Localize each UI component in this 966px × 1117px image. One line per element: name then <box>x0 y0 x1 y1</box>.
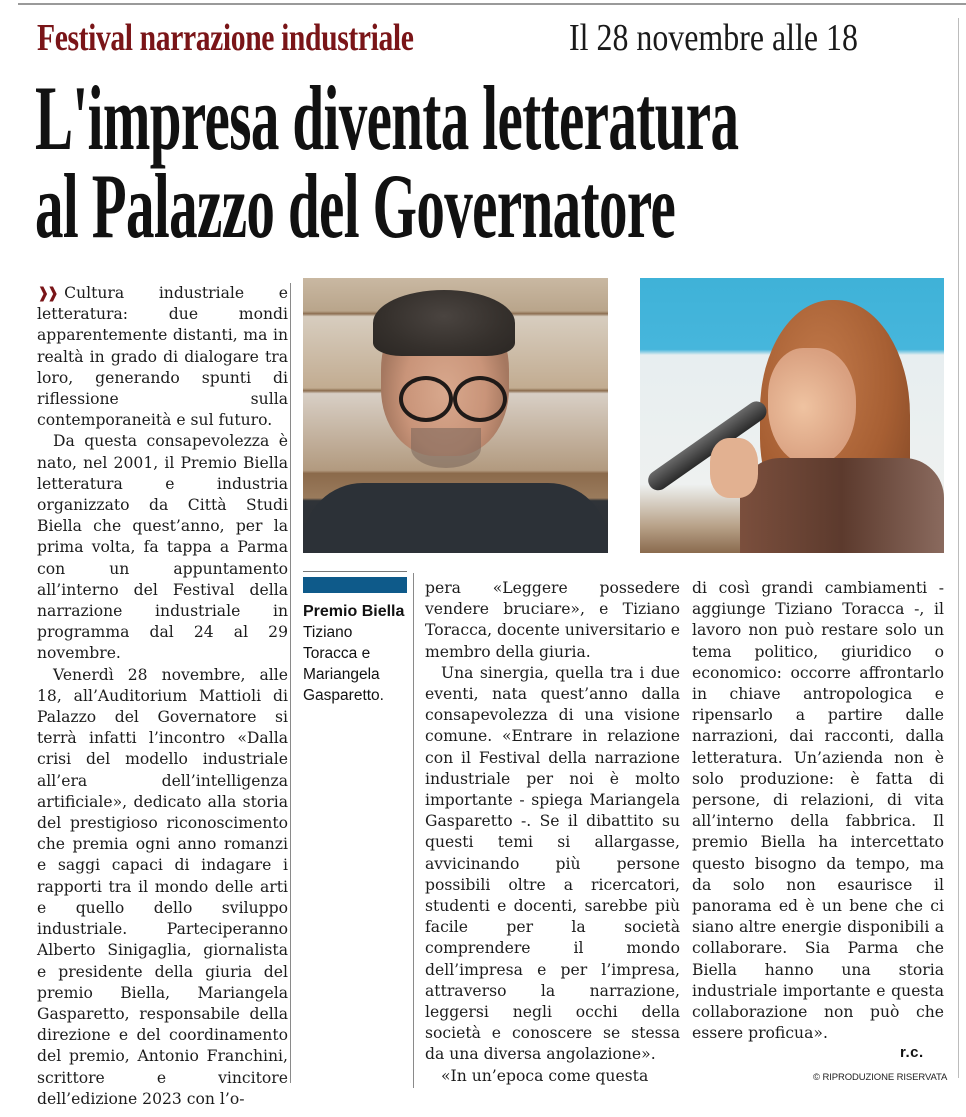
article-column-1 <box>37 283 288 1110</box>
headline-line-1: L'impresa diventa letteratura <box>35 67 739 169</box>
photo-mariangela-gasparetto <box>640 278 944 553</box>
photo-shape <box>710 438 758 498</box>
paragraph: Una sinergia, quella tra i due eventi, nata quest’anno dalla consapevolezza di una visione comune. «Entrare in relazione con il Festival della narrazione industriale per noi è molto importante - spiega Mariangela Gasparetto -. Se il dibattito su questi temi si allargasse, avvicinando più persone possibili oltre a ricercatori, studenti e docenti, sarebbe più facile per la società comprendere il mondo dell’impresa e per l’impresa, attraverso la narrazione, leggersi negli occhi della società e conoscere se stessa da una diversa angolazione». <box>425 663 680 1064</box>
lead-marker-icon: ❱❱ <box>37 284 57 302</box>
article-column-2 <box>425 578 680 1087</box>
photo-caption <box>303 571 407 706</box>
caption-title: Premio Biella <box>303 603 405 620</box>
kicker-section: Festival narrazione industriale <box>37 17 414 59</box>
photo-shape <box>399 376 453 422</box>
photo-shape <box>453 376 507 422</box>
top-rule <box>18 3 966 5</box>
paragraph: pera «Leggere possedere vendere bruciare», e Tiziano Toracca, docente universitario e membro della giuria. <box>425 579 680 661</box>
paragraph: Da questa consapevolezza è nato, nel 2001, il Premio Biella letteratura e industria organizzato da Città Studi Biella che quest’anno, per la prima volta, fa tappa a Parma con un appuntamento all’interno del Festival della narrazione industriale in programma dal 24 al 29 novembre. <box>37 432 288 663</box>
paragraph: di così grandi cambiamenti - aggiunge Tiziano Toracca -, il lavoro non può restare solo un tema politico, giuridico o economico: occorre affrontarlo in chiave antropologica e ripensarlo a partire dalle narrazioni, dai racconti, dalla letteratura. Un’azienda non è solo produzione: è fatta di persone, di relazioni, di vita all’interno della fabbrica. Il premio Biella ha intercettato questo bisogno da tempo, ma da solo non esaurisce il panorama ed è un bene che ci siano altre energie disponibili a collaborare. Sia Parma che Biella hanno una storia industriale importante e questa collaborazione non può che essere proficua». <box>692 579 944 1043</box>
article-column-3 <box>692 578 944 1044</box>
headline <box>35 67 965 257</box>
column-divider <box>413 573 414 1088</box>
photo-shape <box>303 483 608 553</box>
caption-text: Tiziano Toracca e Mariangela Gasparetto. <box>303 624 384 704</box>
caption-color-bar <box>303 577 407 593</box>
photo-shape <box>740 458 944 553</box>
copyright-notice: © RIPRODUZIONE RISERVATA <box>813 1072 948 1083</box>
kicker-date: Il 28 novembre alle 18 <box>569 17 858 59</box>
kicker <box>37 16 858 60</box>
column-divider <box>290 283 291 1083</box>
paragraph: Venerdì 28 novembre, alle 18, all’Auditorium Mattioli di Palazzo del Governatore si terrà infatti l’incontro «Dalla crisi del modello industriale all’era dell’intelligenza artificiale», dedicato alla storia del prestigioso riconoscimento che premia ogni anno romanzi e saggi capaci di indagare i rapporti tra il mondo delle arti e quello dello sviluppo industriale. Parteciperanno Alberto Sinigaglia, giornalista e presidente della giuria del premio Biella, Mariangela Gasparetto, responsabile della direzione e del coordinamento del premio, Antonio Franchini, scrittore e vincitore dell’edizione 2023 con l’o- <box>37 665 288 1108</box>
author-signature: r.c. <box>900 1044 924 1061</box>
headline-line-2: al Palazzo del Governatore <box>35 155 676 257</box>
caption-rule <box>303 571 407 572</box>
photo-tiziano-toracca <box>303 278 608 553</box>
photo-shape <box>411 428 481 468</box>
photo-shape <box>768 348 856 466</box>
paragraph: «In un’epoca come questa <box>441 1066 649 1085</box>
photo-shape <box>373 290 515 356</box>
paragraph: ❱❱ Cultura industriale e letteratura: due mondi apparentemente distanti, ma in realtà in grado di dialogare tra loro, generando spunti di riflessione sulla contemporaneità e sul futuro. <box>37 284 288 430</box>
